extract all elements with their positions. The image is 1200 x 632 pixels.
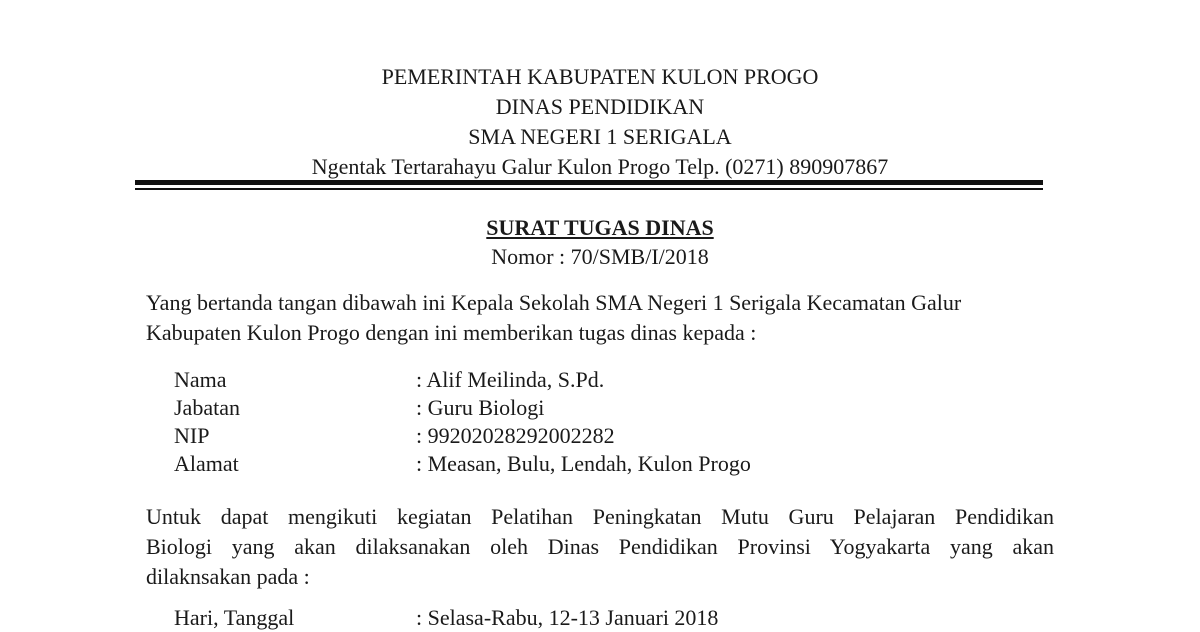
field-label: Alamat <box>174 451 239 476</box>
field-value: : Alif Meilinda, S.Pd. <box>416 367 605 392</box>
purpose-paragraph <box>146 502 1054 592</box>
intro-line: Yang bertanda tangan dibawah ini Kepala Sekolah SMA Negeri 1 Serigala Kecamatan Galur <box>146 290 962 315</box>
intro-paragraph <box>146 288 1054 348</box>
intro-line: Kabupaten Kulon Progo dengan ini memberikan tugas dinas kepada : <box>146 320 757 345</box>
letterhead-divider-thick <box>135 180 1043 185</box>
field-value: : Measan, Bulu, Lendah, Kulon Progo <box>416 451 751 476</box>
letter-title: SURAT TUGAS DINAS <box>486 215 714 240</box>
field-label: Jabatan <box>174 395 240 420</box>
assignee-name-row <box>174 366 874 394</box>
letterhead-address: Ngentak Tertarahayu Galur Kulon Progo Telp. (0271) 890907867 <box>311 154 889 179</box>
field-value: : 99202028292002282 <box>416 423 615 448</box>
assignee-address-row <box>174 450 874 478</box>
assignee-position-row <box>174 394 874 422</box>
field-label: Hari, Tanggal <box>174 605 295 630</box>
field-label: NIP <box>174 423 210 448</box>
schedule-date-row <box>174 604 874 632</box>
letterhead-department: DINAS PENDIDIKAN <box>495 94 705 119</box>
field-label: Nama <box>174 367 227 392</box>
letterhead-government: PEMERINTAH KABUPATEN KULON PROGO <box>381 64 819 89</box>
letterhead-divider-thin <box>135 188 1043 190</box>
purpose-line: dilaknsakan pada : <box>146 564 310 589</box>
purpose-line: Biologi yang akan dilaksanakan oleh Dinas Pendidikan Provinsi Yogyakarta yang akan <box>146 534 1054 559</box>
field-value: : Selasa-Rabu, 12-13 Januari 2018 <box>416 605 719 630</box>
field-value: : Guru Biologi <box>416 395 545 420</box>
purpose-line: Untuk dapat mengikuti kegiatan Pelatihan Peningkatan Mutu Guru Pelajaran Pendidikan <box>146 504 1054 529</box>
letter-number: Nomor : 70/SMB/I/2018 <box>491 244 709 269</box>
letterhead-school: SMA NEGERI 1 SERIGALA <box>468 124 732 149</box>
assignee-nip-row <box>174 422 874 450</box>
